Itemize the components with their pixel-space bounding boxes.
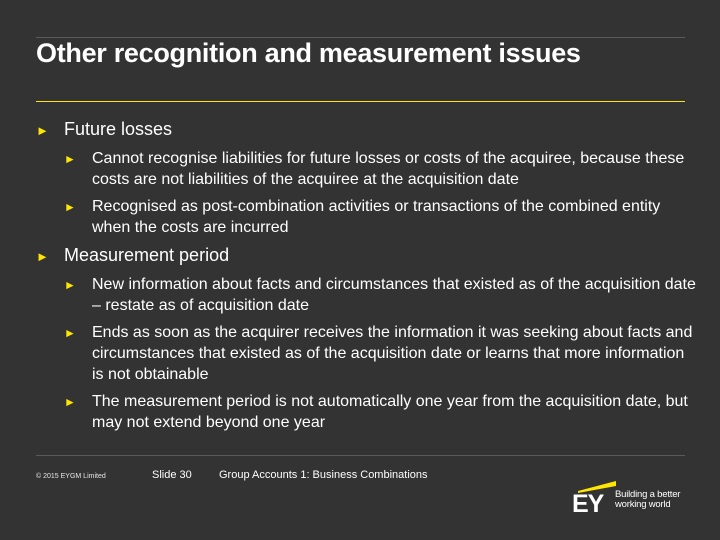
section-heading: Measurement period [64,245,230,265]
sub-bullet [64,391,696,433]
sub-bullet [64,148,696,190]
sub-bullet-text: Recognised as post-combination activities or transactions of the combined entity when the costs are incurred [92,198,661,236]
sub-bullet [64,196,696,238]
footer-slide-number: Slide 30 [152,469,192,481]
bullet-future-losses [36,118,696,140]
bullet-arrow-icon: ► [64,200,76,214]
bullet-arrow-icon: ► [64,278,76,292]
bullet-measurement-period [36,244,696,266]
tagline-line-2: working world [615,499,671,510]
sub-bullet-text: The measurement period is not automatically one year from the acquisition date, but may not extend beyond one year [92,393,688,431]
slide-content [36,118,696,439]
sub-bullet-text: Ends as soon as the acquirer receives the information it was seeking about facts and circumstances that existed as of the acquisition date or learns that more information is not obtainable [92,324,693,383]
bullet-arrow-icon: ► [64,152,76,166]
sub-bullet-text: New information about facts and circumstances that existed as of the acquisition date – restate as of acquisition date [92,276,696,314]
sub-bullet-text: Cannot recognise liabilities for future losses or costs of the acquiree, because these costs are not liabilities of the acquiree at the acquisition date [92,150,685,188]
bullet-arrow-icon: ► [64,395,76,409]
bullet-arrow-icon: ► [36,123,49,138]
tagline-line-1: Building a better [615,489,681,500]
title-underline [36,101,685,102]
ey-logo-text: EY [572,490,604,515]
section-heading: Future losses [64,119,173,139]
footer-copyright: © 2015 EYGM Limited [36,473,106,480]
sub-bullet [64,322,696,385]
slide-title: Other recognition and measurement issues [36,38,581,68]
footer-course-title: Group Accounts 1: Business Combinations [219,469,428,481]
bullet-arrow-icon: ► [36,249,49,264]
ey-tagline [615,490,680,510]
bullet-arrow-icon: ► [64,326,76,340]
sub-bullet [64,274,696,316]
footer-rule [36,455,685,456]
